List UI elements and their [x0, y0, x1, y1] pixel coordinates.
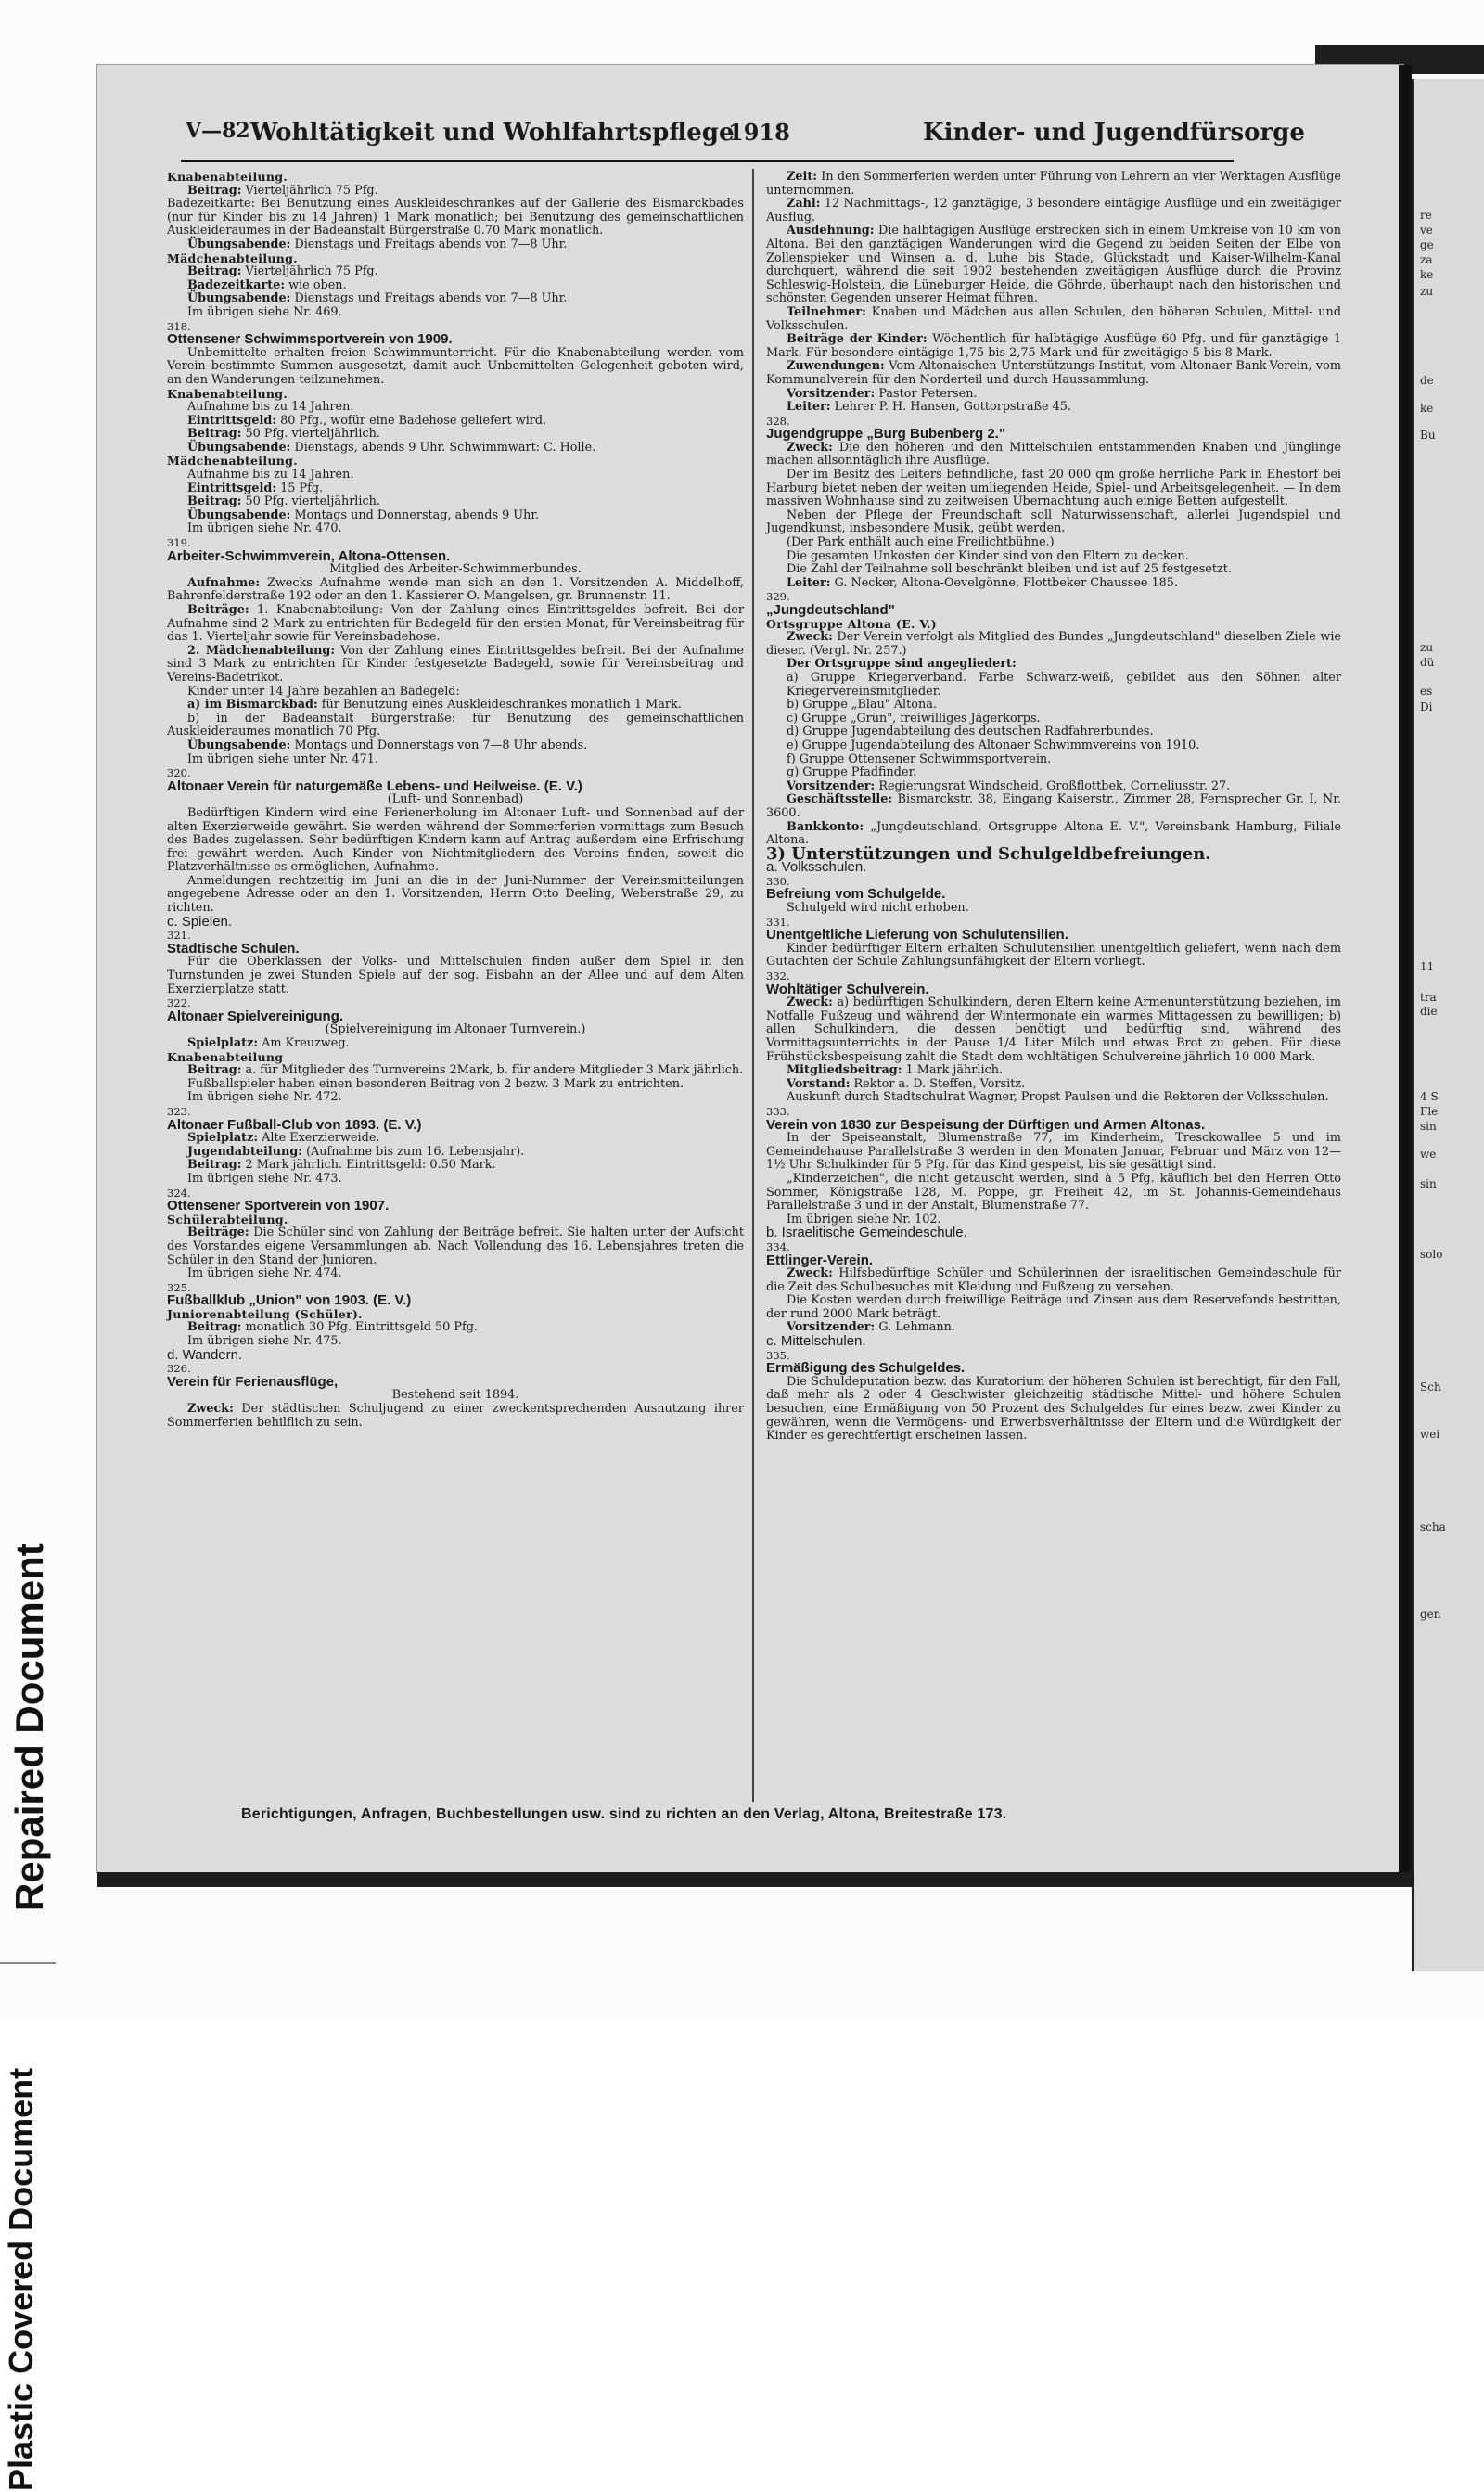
- subheading: Ortsgruppe Altona (E. V.): [766, 616, 938, 631]
- neighbor-fragment: Bu: [1420, 429, 1436, 442]
- paragraph: Beitrag: 50 Pfg. vierteljährlich.: [187, 427, 380, 442]
- paragraph: b) in der Badeanstalt Bürgerstraße: für Benutzung des gemeinschaftlichen Auskleideraumes monatlich 70 Pfg.: [167, 711, 744, 739]
- paragraph: Vorstand: Rektor a. D. Steffen, Vorsitz.: [787, 1076, 1026, 1091]
- header-year: 1918: [728, 119, 790, 146]
- paragraph: (Der Park enthält auch eine Freilichtbühne.): [787, 535, 1055, 550]
- entry-heading: Ottensener Sportverein von 1907.: [167, 1198, 390, 1214]
- paragraph: Leiter: G. Necker, Altona-Oevelgönne, Flottbeker Chaussee 185.: [787, 575, 1179, 590]
- entry-number: 326.: [167, 1362, 191, 1376]
- paragraph: Beiträge der Kinder: Wöchentlich für halbtägige Ausflüge 60 Pfg. und für ganztägige 1 Mark. Für besondere eintägige 1,75 bis 2,75 Mark und für zweitägige 5 bis 8 Mark.: [766, 332, 1341, 360]
- entry-number: 319.: [167, 536, 191, 550]
- neighbor-fragment: dü: [1420, 656, 1435, 669]
- paragraph: Zweck: Hilfsbedürftige Schüler und Schülerinnen der israelitischen Gemeindeschule für die Zeit des Schulbesuches mit Kleidung und Fußzeug zu versehen.: [766, 1266, 1341, 1294]
- side-label-strip: [0, 705, 56, 2491]
- paragraph: Beiträge: Die Schüler sind von Zahlung der Beiträge befreit. Sie halten unter der Aufsicht des Vorstandes eigene Versammlungen ab. Nach Vollendung des 16. Lebensjahres treten die Schüler in den Stand der Junioren.: [167, 1226, 744, 1267]
- paragraph: „Kinderzeichen", die nicht getauscht werden, sind à 5 Pfg. käuflich bei den Herren Otto Sommer, Königstraße 128, M. Poppe, gr. Freiheit 42, im St. Johannis-Gemeindehaus Parallelstraße 3 und in der Anstalt, Blumenstraße 77.: [766, 1171, 1341, 1213]
- paragraph: a) im Bismarckbad: für Benutzung eines Auskleideschrankes monatlich 1 Mark.: [187, 698, 682, 713]
- paragraph: Teilnehmer: Knaben und Mädchen aus allen Schulen, den höheren Schulen, Mittel- und Volksschulen.: [766, 304, 1341, 333]
- neighbor-fragment: gen: [1420, 1608, 1441, 1621]
- subheading: Schülerabteilung.: [167, 1212, 288, 1226]
- paragraph: Übungsabende: Dienstags, abends 9 Uhr. Schwimmwart: C. Holle.: [187, 440, 596, 455]
- subsection-heading: a. Volksschulen.: [766, 859, 867, 876]
- paragraph: Zeit: In den Sommerferien werden unter Führung von Lehrern an vier Werktagen Ausflüge unternommen.: [766, 170, 1341, 198]
- entry-heading: Jugendgruppe „Burg Bubenberg 2.": [766, 426, 1005, 443]
- entry-number: 322.: [167, 996, 191, 1010]
- paragraph: Auskunft durch Stadtschulrat Wagner, Propst Paulsen und die Rektoren der Volksschulen.: [787, 1090, 1329, 1105]
- neighbor-fragment: die: [1420, 1005, 1438, 1018]
- paragraph: Beitrag: 2 Mark jährlich. Eintrittsgeld: 0.50 Mark.: [187, 1158, 496, 1173]
- page-number: V—82: [186, 119, 250, 143]
- entry-number: 330.: [766, 874, 790, 888]
- subheading: Mädchenabteilung.: [167, 454, 298, 469]
- paragraph: Neben der Pflege der Freundschaft soll Naturwissenschaft, allerlei Jugendspiel und Jugendkunst, insbesondere Musik, geübt werden.: [766, 507, 1341, 536]
- entry-number: 325.: [167, 1280, 191, 1294]
- paragraph: Badezeitkarte: wie oben.: [187, 277, 347, 292]
- entry-heading: Verein von 1830 zur Bespeisung der Dürftigen und Armen Altonas.: [766, 1116, 1206, 1133]
- neighbor-fragment: sin: [1420, 1177, 1437, 1190]
- neighbor-fragment: zu: [1420, 285, 1434, 298]
- entry-number: 321.: [167, 929, 191, 943]
- neighbor-fragment: de: [1420, 374, 1434, 387]
- paragraph: Beitrag: monatlich 30 Pfg. Eintrittsgeld 50 Pfg.: [187, 1320, 479, 1335]
- neighbor-fragment: ve: [1420, 224, 1433, 237]
- entry-number: 334.: [766, 1239, 790, 1253]
- repaired-document-label: Repaired Document: [7, 1543, 51, 1911]
- neighbor-page: [1412, 79, 1484, 1971]
- neighbor-fragment: ge: [1420, 238, 1434, 251]
- paragraph: Die gesamten Unkosten der Kinder sind von den Eltern zu decken.: [787, 548, 1189, 563]
- subsection-heading: b. Israelitische Gemeindeschule.: [766, 1225, 967, 1241]
- entry-heading: Verein für Ferienausflüge,: [167, 1373, 339, 1390]
- header-rule: [181, 160, 1234, 162]
- neighbor-fragment: Sch: [1420, 1380, 1441, 1393]
- subheading: Knabenabteilung: [167, 1049, 284, 1064]
- entry-number: 318.: [167, 319, 191, 333]
- paragraph: Aufnahme bis zu 14 Jahren.: [187, 400, 354, 415]
- paragraph: Zweck: Der städtischen Schuljugend zu einer zweckentsprechenden Ausnutzung ihrer Sommerferien behilflich zu sein.: [167, 1402, 744, 1430]
- neighbor-fragment: we: [1420, 1148, 1437, 1161]
- paragraph: Anmeldungen rechtzeitig im Juni an die in der Juni-Nummer der Vereinsmitteilungen angegebene Adresse oder an den 1. Vorsitzenden, Herrn Otto Deeling, Weberstraße 29, zu richten.: [167, 873, 744, 916]
- left-column: [167, 171, 744, 1430]
- paragraph: Beitrag: Vierteljährlich 75 Pfg.: [187, 264, 378, 279]
- paragraph: Im übrigen siehe Nr. 475.: [187, 1334, 342, 1349]
- paragraph: In der Speiseanstalt, Blumenstraße 77, im Kinderheim, Tresckowallee 5 und im Gemeindehause Parallelstraße 3 werden in den Monaten Januar, Februar und März von 12—1½ Uhr Schulkinder für 5 Pfg. für das Kind gespeist, bis sie gesättigt sind.: [766, 1131, 1341, 1173]
- section-heading: c. Spielen.: [167, 913, 233, 930]
- subheading: Mädchenabteilung.: [167, 250, 298, 265]
- entry-heading: Altonaer Verein für naturgemäße Lebens- und Heilweise. (E. V.): [167, 777, 582, 794]
- paragraph: Spielplatz: Am Kreuzweg.: [187, 1036, 350, 1050]
- entry-heading: Ettlinger-Verein.: [766, 1252, 874, 1268]
- paragraph: Zweck: a) bedürftigen Schulkindern, deren Eltern keine Armenunterstützung beziehen, im Notfalle Fußzeug und während der Wintermonate ein warmes Mittagessen zu bewilligen; b) allen Schulkindern, die dessen benötigt und bedürftig sind, während des Vormittagsunterrichts in der Pause 1/4 Liter Milch und etwas Brot zu geben. Für diese Frühstücksbespeisung zahlt die Stadt dem wohltätigen Schulvereine jährlich 10 000 Mark.: [766, 995, 1341, 1064]
- paragraph: b) Gruppe „Blau" Altona.: [787, 698, 937, 713]
- page-spine-shadow: [1399, 65, 1412, 1872]
- paragraph: Im übrigen siehe Nr. 102.: [787, 1212, 941, 1226]
- paragraph: Der im Besitz des Leiters befindliche, fast 20 000 qm große herrliche Park in Ehestorf bei Harburg bietet neben der weiten umliegenden Heide, Spiel- und Arbeitsgelegenheit. — In dem massiven Wohnhause sind zu zeitweisen Übernachtung auch einige Betten aufgestellt.: [766, 468, 1341, 509]
- paragraph: Aufnahme: Zwecks Aufnahme wende man sich an den 1. Vorsitzenden A. Middelhoff, Bahrenfelderstraße 192 oder an den 1. Kassierer O. Mangelsen, gr. Brunnenstr. 11.: [167, 575, 744, 604]
- paragraph: Zahl: 12 Nachmittags-, 12 ganztägige, 3 besondere eintägige Ausflüge und ein zweitägiger Ausflug.: [766, 197, 1341, 225]
- paragraph: Spielplatz: Alte Exerzierweide.: [187, 1131, 380, 1146]
- entry-number: 329.: [766, 590, 790, 604]
- entry-number: 320.: [167, 766, 191, 780]
- entry-heading: Städtische Schulen.: [167, 940, 300, 957]
- paragraph: Zweck: Die den höheren und den Mittelschulen entstammenden Knaben und Jünglinge machen allsonntäglich ihre Ausflüge.: [766, 440, 1341, 469]
- neighbor-fragment: Fle: [1420, 1105, 1439, 1118]
- subheading: Knabenabteilung.: [167, 386, 288, 401]
- paragraph: Der Ortsgruppe sind angegliedert:: [787, 657, 1017, 672]
- paragraph: Übungsabende: Montags und Donnerstags von 7—8 Uhr abends.: [187, 738, 588, 752]
- paragraph: Schulgeld wird nicht erhoben.: [787, 901, 969, 916]
- paragraph: c) Gruppe „Grün", freiwilliges Jägerkorps.: [787, 711, 1041, 725]
- paragraph: Im übrigen siehe Nr. 473.: [187, 1171, 342, 1186]
- paragraph: Leiter: Lehrer P. H. Hansen, Gottorpstraße 45.: [787, 400, 1072, 415]
- paragraph: Zuwendungen: Vom Altonaischen Unterstützungs-Institut, vom Altonaer Bank-Verein, vom Kommunalverein für den Norderteil und durch Haussammlung.: [766, 359, 1341, 387]
- side-label-divider: [0, 1962, 56, 1964]
- header-left-title: Wohltätigkeit und Wohlfahrtspflege: [250, 119, 735, 147]
- paragraph: Im übrigen siehe Nr. 470.: [187, 521, 342, 536]
- paragraph: Die Schuldeputation bezw. das Kuratorium der höheren Schulen ist berechtigt, für den Fall, daß mehr als 2 oder 4 Geschwister gleichzeitig städtische Mittel- und höhere Schulen besuchen, eine Ermäßigung von 50 Prozent des Schulgeldes für eines bezw. zwei Kinder zu gewähren, wenn die Vermögens- und Erwerbsverhältnisse der Eltern und die Würdigkeit der Kinder es gerechtfertigt erscheinen lassen.: [766, 1374, 1341, 1444]
- paragraph: Unbemittelte erhalten freien Schwimmunterricht. Für die Knabenabteilung werden vom Verein bestimmte Summen ausgesetzt, damit auch Unbemittelten Gelegenheit geboten wird, an den Wanderungen teilzunehmen.: [167, 345, 744, 387]
- neighbor-fragment: ke: [1420, 268, 1434, 281]
- subheading: Knabenabteilung.: [167, 170, 288, 184]
- paragraph: Vorsitzender: G. Lehmann.: [787, 1320, 955, 1335]
- entry-number: 328.: [766, 414, 790, 428]
- paragraph: Beitrag: Vierteljährlich 75 Pfg.: [187, 183, 378, 198]
- paragraph: Geschäftsstelle: Bismarckstr. 38, Eingang Kaiserstr., Zimmer 28, Fernsprecher Gr. I, Nr. 3600.: [766, 792, 1341, 820]
- paragraph: Die Zahl der Teilnahme soll beschränkt bleiben und ist auf 25 festgesetzt.: [787, 562, 1232, 577]
- paragraph: Übungsabende: Dienstags und Freitags abends von 7—8 Uhr.: [187, 237, 568, 251]
- paragraph: Aufnahme bis zu 14 Jahren.: [187, 468, 354, 482]
- neighbor-fragment: sin: [1420, 1120, 1437, 1133]
- paragraph: Mitglied des Arbeiter-Schwimmerbundes.: [329, 562, 582, 577]
- paragraph: Übungsabende: Dienstags und Freitags abends von 7—8 Uhr.: [187, 291, 568, 306]
- paragraph: Mitgliedsbeitrag: 1 Mark jährlich.: [787, 1063, 1004, 1078]
- neighbor-fragment: scha: [1420, 1521, 1446, 1534]
- entry-heading: Arbeiter-Schwimmverein, Altona-Ottensen.: [167, 547, 451, 564]
- plastic-covered-label: Plastic Covered Document: [2, 2067, 40, 2491]
- paragraph: Bedürftigen Kindern wird eine Ferienerholung im Altonaer Luft- und Sonnenbad auf der alten Exerzierweide gewährt. Sie werden während der Sommerferien vormittags zum Besuch des Bades zugelassen. Sehr bedürftigen Kindern kann auf Antrag außerdem eine Erfrischung frei gewährt werden. Auch Kinder von Nichtmitgliedern des Vereins finden, soweit die Platzverhältnisse es ermöglichen, Aufnahme.: [167, 805, 744, 875]
- paragraph: Im übrigen siehe unter Nr. 471.: [187, 751, 379, 766]
- neighbor-fragment: wei: [1420, 1428, 1440, 1441]
- subheading: Juniorenabteilung (Schüler).: [167, 1306, 363, 1321]
- right-column: [766, 171, 1341, 1444]
- neighbor-fragment: ke: [1420, 402, 1434, 415]
- subsection-heading: c. Mittelschulen.: [766, 1333, 866, 1350]
- section-heading: d. Wandern.: [167, 1346, 243, 1363]
- paragraph: (Luft- und Sonnenbad): [387, 792, 524, 807]
- entry-heading: Wohltätiger Schulverein.: [766, 981, 929, 997]
- paragraph: 2. Mädchenabteilung: Von der Zahlung eines Eintrittsgeldes befreit. Bei der Aufnahme sind 3 Mark zu entrichten für Kinder festgesetzte Badegeld, sowie für Vereinsbeitrag und Vereins-Badetrikot.: [167, 643, 745, 685]
- paragraph: Fußballspieler haben einen besonderen Beitrag von 2 bezw. 3 Mark zu entrichten.: [187, 1076, 684, 1091]
- entry-heading: Ottensener Schwimmsportverein von 1909.: [167, 331, 453, 348]
- paragraph: e) Gruppe Jugendabteilung des Altonaer Schwimmvereins von 1910.: [787, 738, 1200, 752]
- paragraph: Kinder bedürftiger Eltern erhalten Schulutensilien unentgeltlich geliefert, wenn nach dem Gutachten der Schule Zahlungsunfähigkeit der Eltern vorliegt.: [766, 941, 1341, 969]
- entry-number: 335.: [766, 1348, 790, 1362]
- paragraph: Zweck: Der Verein verfolgt als Mitglied des Bundes „Jungdeutschland" dieselben Ziele wie dieser. (Vergl. Nr. 257.): [766, 630, 1341, 658]
- paragraph: Eintrittsgeld: 80 Pfg., wofür eine Badehose geliefert wird.: [187, 413, 547, 428]
- column-divider: [752, 169, 754, 1802]
- paragraph: d) Gruppe Jugendabteilung des deutschen Radfahrerbundes.: [787, 725, 1154, 739]
- running-header: [186, 119, 1305, 156]
- paragraph: Vorsitzender: Regierungsrat Windscheid, Großflottbek, Corneliusstr. 27.: [787, 778, 1231, 793]
- paragraph: Die Kosten werden durch freiwillige Beiträge und Zinsen aus dem Reservefonds bestritten, der rund 2000 Mark beträgt.: [766, 1293, 1341, 1321]
- paragraph: Im übrigen siehe Nr. 469.: [187, 304, 342, 319]
- entry-number: 323.: [167, 1104, 191, 1118]
- paragraph: Bankkonto: „Jungdeutschland, Ortsgruppe Altona E. V.", Vereinsbank Hamburg, Filiale Altona.: [766, 819, 1341, 848]
- paragraph: Im übrigen siehe Nr. 474.: [187, 1266, 342, 1281]
- section-heading: 3) Unterstützungen und Schulgeldbefreiungen.: [766, 843, 1211, 864]
- paragraph: Bestehend seit 1894.: [391, 1388, 519, 1403]
- neighbor-fragment: 11: [1420, 960, 1435, 973]
- neighbor-fragment: zu: [1420, 641, 1434, 654]
- paragraph: Jugendabteilung: (Aufnahme bis zum 16. Lebensjahr).: [187, 1144, 525, 1159]
- neighbor-fragment: za: [1420, 253, 1433, 266]
- paragraph: g) Gruppe Pfadfinder.: [787, 765, 917, 780]
- neighbor-fragment: tra: [1420, 991, 1437, 1004]
- entry-number: 332.: [766, 969, 790, 983]
- entry-heading: Ermäßigung des Schulgeldes.: [766, 1360, 966, 1377]
- neighbor-fragment: es: [1420, 685, 1433, 698]
- paragraph: Ausdehnung: Die halbtägigen Ausflüge erstrecken sich in einem Umkreise von 10 km von Altona. Bei den ganztägigen Wanderungen wird die Gegend zu beiden Seiten der Elbe von Zollenspieker und Winsen a. d. Luhe bis Stade, Glückstadt und Kaiser-Wilhelm-Kanal durchquert, während die seit 1902 bestehenden zweitägigen Ausflüge durch die Provinz Schleswig-Holstein, die Lüneburger Heide, die Göhrde, überhaupt nach den historischen und schönsten Gegenden unserer Heimat führen.: [766, 224, 1341, 306]
- entry-heading: Fußballklub „Union" von 1903. (E. V.): [167, 1292, 412, 1309]
- paragraph: Eintrittsgeld: 15 Pfg.: [187, 481, 324, 495]
- publisher-footer: Berichtigungen, Anfragen, Buchbestellungen usw. sind zu richten an den Verlag, Altona, Breitestraße 173.: [241, 1806, 1007, 1822]
- paragraph: Für die Oberklassen der Volks- und Mittelschulen finden außer dem Spiel in den Turnstunden je zwei Stunden Spiele auf der sog. Eisbahn an der Allee und auf dem Alten Exerzierplatze statt.: [167, 955, 744, 996]
- paragraph: Kinder unter 14 Jahre bezahlen an Badegeld:: [187, 684, 460, 699]
- paragraph: f) Gruppe Ottensener Schwimmsportverein.: [787, 751, 1052, 766]
- entry-number: 324.: [167, 1186, 191, 1200]
- entry-heading: Befreiung vom Schulgelde.: [766, 886, 946, 903]
- entry-number: 331.: [766, 915, 790, 929]
- paragraph: a) Gruppe Kriegerverband. Farbe Schwarz-weiß, gebildet aus den Söhnen alter Kriegervereinsmitglieder.: [787, 670, 1341, 699]
- entry-heading: Altonaer Spielvereinigung.: [167, 1008, 344, 1024]
- neighbor-fragment: Di: [1420, 700, 1433, 713]
- page-bottom-shadow: [97, 1872, 1414, 1887]
- paragraph: Im übrigen siehe Nr. 472.: [187, 1090, 342, 1105]
- paragraph: Vorsitzender: Pastor Petersen.: [787, 386, 978, 401]
- entry-number: 333.: [766, 1104, 790, 1118]
- paragraph: Beitrag: 50 Pfg. vierteljährlich.: [187, 494, 380, 509]
- neighbor-fragment: re: [1420, 209, 1432, 222]
- entry-heading: Altonaer Fußball-Club von 1893. (E. V.): [167, 1116, 422, 1133]
- paragraph: (Spielvereinigung im Altonaer Turnverein.): [325, 1022, 586, 1037]
- neighbor-fragment: 4 S: [1420, 1090, 1439, 1103]
- entry-heading: „Jungdeutschland": [766, 602, 895, 618]
- paragraph: Badezeitkarte: Bei Benutzung eines Auskleideschrankes auf der Gallerie des Bismarckbades (nur für Kinder bis zu 14 Jahren) 1 Mark monatlich; bei Benutzung des gemeinschaftlichen Auskleideraumes in der Badeanstalt Bürgerstraße 0.70 Mark monatlich.: [167, 197, 744, 238]
- paragraph: Beitrag: a. für Mitglieder des Turnvereins 2Mark, b. für andere Mitglieder 3 Mark jährlich.: [187, 1063, 744, 1078]
- paragraph: Beiträge: 1. Knabenabteilung: Von der Zahlung eines Eintrittsgeldes befreit. Bei der Aufnahme sind 2 Mark zu entrichten für Badegeld für den ersten Monat, für Vereinsbeitrag für das 1. Vierteljahr sowie für Vereinsbadehose.: [167, 603, 744, 645]
- header-right-title: Kinder- und Jugendfürsorge: [923, 119, 1305, 147]
- entry-heading: Unentgeltliche Lieferung von Schulutensilien.: [766, 927, 1068, 944]
- neighbor-fragment: solo: [1420, 1248, 1443, 1261]
- paragraph: Übungsabende: Montags und Donnerstag, abends 9 Uhr.: [187, 507, 540, 522]
